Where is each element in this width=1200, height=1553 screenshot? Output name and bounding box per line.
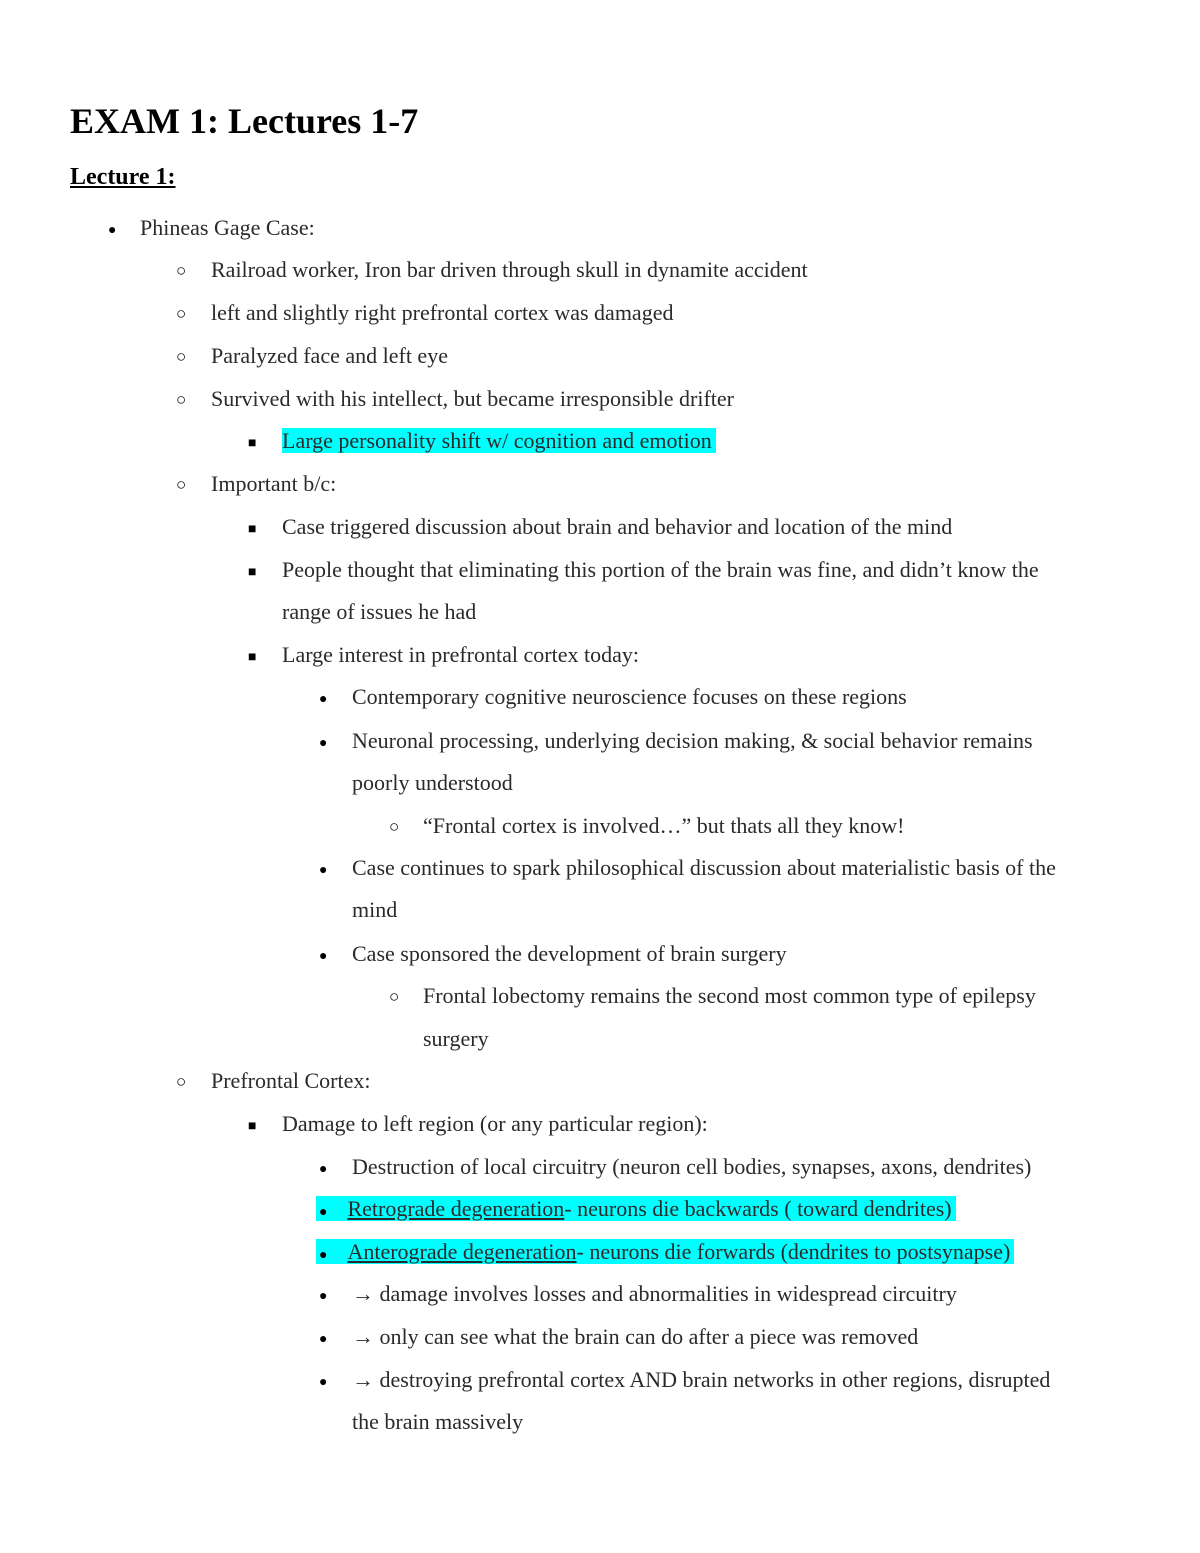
bullet-dot (319, 682, 327, 715)
list-item-continuation: range of issues he had (282, 599, 477, 624)
term-definition: - neurons die forwards (dendrites to postsynapse) (576, 1239, 1011, 1264)
bullet-square (248, 426, 256, 459)
bullet-circle (176, 1066, 186, 1097)
page-title: EXAM 1: Lectures 1-7 (70, 101, 419, 141)
list-item: People thought that eliminating this portion of the brain was fine, and didn’t know the (282, 557, 1039, 582)
list-item: Prefrontal Cortex: (211, 1068, 371, 1093)
bullet-dot (319, 1279, 327, 1312)
list-item: Important b/c: (211, 471, 337, 496)
bullet-circle (176, 384, 186, 415)
list-item: Damage to left region (or any particular region): (282, 1111, 708, 1136)
list-item: Case continues to spark philosophical discussion about materialistic basis of the (352, 855, 1056, 880)
bullet-square (248, 1109, 256, 1142)
bullet-dot: ● (319, 1248, 328, 1263)
bullet-dot (108, 213, 116, 246)
list-item: Case sponsored the development of brain surgery (352, 941, 787, 966)
list-item: → damage involves losses and abnormalities in widespread circuitry (352, 1281, 957, 1306)
bullet-dot (319, 1365, 327, 1398)
list-item-continuation: poorly understood (352, 770, 513, 795)
list-item: Contemporary cognitive neuroscience focuses on these regions (352, 684, 907, 709)
list-item: Frontal lobectomy remains the second most common type of epilepsy (423, 983, 1036, 1008)
list-item: Case triggered discussion about brain and behavior and location of the mind (282, 514, 953, 539)
list-item: Destruction of local circuitry (neuron cell bodies, synapses, axons, dendrites) (352, 1154, 1032, 1179)
list-item: “Frontal cortex is involved…” but thats all they know! (423, 813, 905, 838)
list-item: Paralyzed face and left eye (211, 343, 448, 368)
bullet-circle (176, 341, 186, 372)
bullet-dot (319, 1322, 327, 1355)
term-retrograde: Retrograde degeneration (347, 1196, 565, 1221)
bullet-square (248, 555, 256, 588)
term-anterograde: Anterograde degeneration (347, 1239, 577, 1264)
list-item: Large interest in prefrontal cortex today: (282, 642, 639, 667)
bullet-dot (319, 853, 327, 886)
highlighted-text: Large personality shift w/ cognition and emotion (282, 428, 716, 453)
list-item: → destroying prefrontal cortex AND brain networks in other regions, disrupted (352, 1367, 1051, 1392)
bullet-dot (319, 726, 327, 759)
bullet-square (248, 640, 256, 673)
list-item (316, 1194, 956, 1228)
bullet-circle (389, 811, 399, 842)
lecture-heading: Lecture 1: (70, 164, 176, 190)
bullet-circle (176, 469, 186, 500)
bullet-dot: ● (319, 1205, 328, 1220)
list-item-continuation: the brain massively (352, 1409, 524, 1434)
bullet-circle (389, 981, 399, 1012)
list-item (282, 426, 716, 456)
list-item: Survived with his intellect, but became irresponsible drifter (211, 386, 734, 411)
list-item: left and slightly right prefrontal cortex was damaged (211, 300, 674, 325)
bullet-dot (319, 939, 327, 972)
list-item-continuation: mind (352, 897, 398, 922)
list-item-continuation: surgery (423, 1026, 489, 1051)
bullet-circle (176, 255, 186, 286)
list-item: Neuronal processing, underlying decision making, & social behavior remains (352, 728, 1033, 753)
list-item: Railroad worker, Iron bar driven through skull in dynamite accident (211, 257, 808, 282)
bullet-dot (319, 1152, 327, 1185)
term-definition: - neurons die backwards ( toward dendrites) (564, 1196, 952, 1221)
bullet-circle (176, 298, 186, 329)
list-item: Phineas Gage Case: (140, 215, 315, 240)
list-item: → only can see what the brain can do after a piece was removed (352, 1324, 919, 1349)
bullet-square (248, 512, 256, 545)
list-item (316, 1237, 1014, 1271)
